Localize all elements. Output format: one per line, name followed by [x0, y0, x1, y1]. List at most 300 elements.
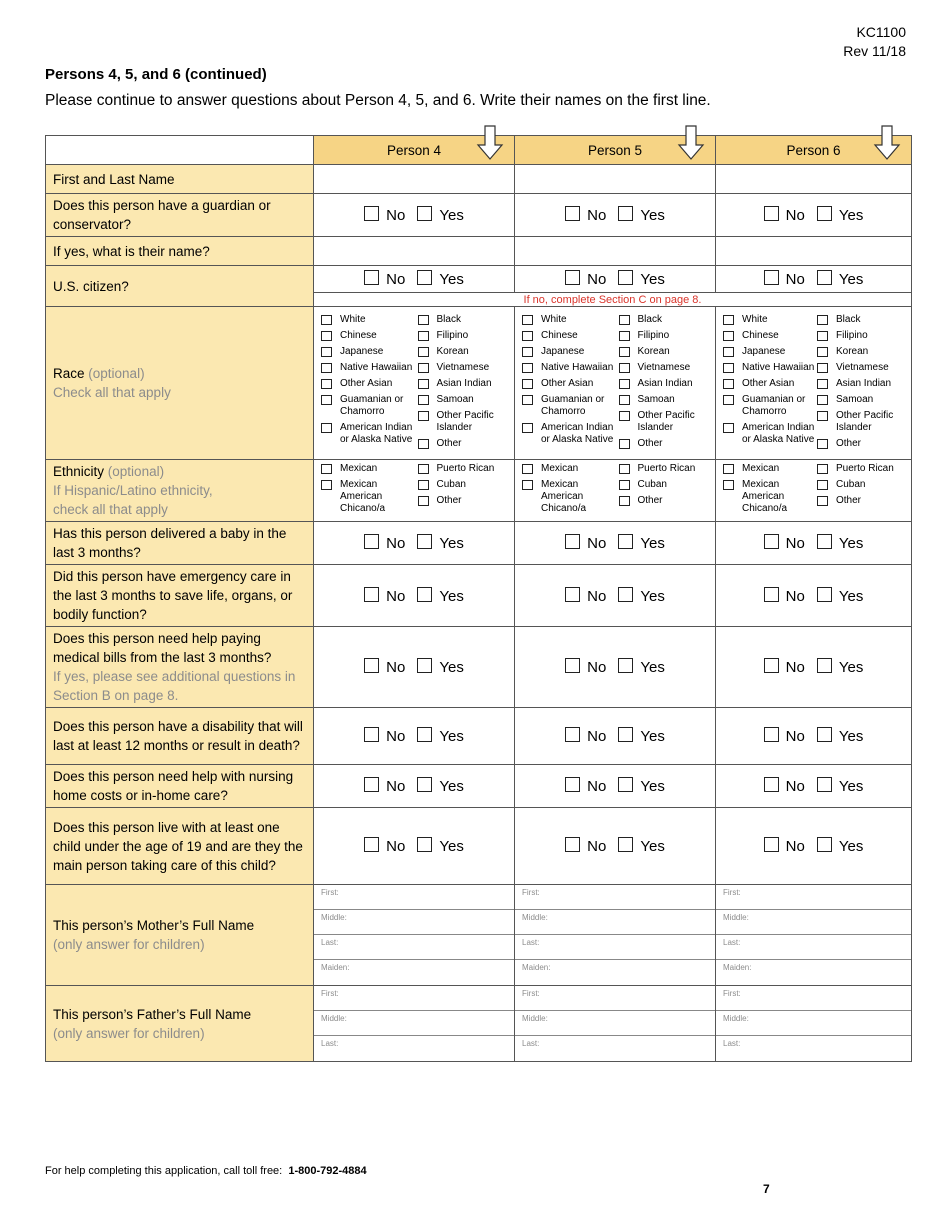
name-input-6[interactable]	[716, 165, 912, 194]
option-checkbox[interactable]	[418, 464, 429, 474]
race-option	[418, 410, 515, 434]
no-checkbox[interactable]	[565, 587, 580, 602]
option-checkbox[interactable]	[321, 315, 332, 325]
option-label: Samoan	[436, 393, 474, 405]
no-checkbox[interactable]	[764, 587, 779, 602]
option-label: Filipino	[436, 329, 469, 341]
section-title: Persons 4, 5, and 6 (continued)	[45, 66, 267, 83]
yes-checkbox[interactable]	[417, 837, 432, 852]
yes-checkbox[interactable]	[417, 270, 432, 285]
yes-checkbox[interactable]	[817, 837, 832, 852]
yes-label: Yes	[838, 778, 864, 795]
option-checkbox[interactable]	[723, 363, 734, 373]
mother-row	[46, 885, 912, 986]
person-label: Person 5	[587, 142, 643, 158]
yes-label: Yes	[439, 207, 464, 224]
no-label: No	[785, 659, 805, 676]
person-label: Person 6	[786, 142, 841, 158]
race-option	[619, 394, 716, 406]
no-checkbox[interactable]	[764, 777, 779, 792]
emergency-row	[46, 565, 912, 627]
field-caption: First:	[321, 888, 339, 897]
option-checkbox[interactable]	[817, 439, 828, 449]
yes-checkbox[interactable]	[417, 206, 432, 221]
no-checkbox[interactable]	[565, 270, 580, 285]
mother-name-fields-person-6	[716, 885, 912, 986]
child-answer-person-5	[515, 808, 716, 885]
option-label: Cuban	[836, 479, 866, 490]
no-checkbox[interactable]	[764, 727, 779, 742]
ethnicity-row	[46, 460, 912, 522]
yes-label: Yes	[838, 728, 864, 745]
father-hint: (only answer for children)	[53, 1025, 205, 1041]
option-checkbox[interactable]	[723, 423, 734, 433]
option-label: Mexican	[742, 463, 780, 474]
yes-label: Yes	[838, 271, 864, 288]
ethnicity-option	[817, 495, 911, 507]
footer-help-text: For help completing this application, call toll free:	[45, 1165, 283, 1177]
mother-name-field[interactable]	[314, 885, 514, 910]
no-checkbox[interactable]	[364, 206, 379, 221]
mother-name-fields-person-4	[314, 885, 515, 986]
baby-label: Has this person delivered a baby in the last 3 months?	[46, 522, 314, 565]
option-label: Mexican	[340, 463, 378, 474]
no-checkbox[interactable]	[364, 587, 379, 602]
option-checkbox[interactable]	[817, 363, 828, 373]
yes-checkbox[interactable]	[618, 206, 633, 221]
option-checkbox[interactable]	[619, 411, 630, 421]
yes-label: Yes	[640, 207, 665, 224]
mother-name-field[interactable]	[716, 910, 911, 935]
option-label: Other Asian	[742, 377, 795, 389]
guardian-name-input-6[interactable]	[716, 237, 912, 266]
race-option	[321, 330, 418, 342]
option-checkbox[interactable]	[723, 315, 734, 325]
option-checkbox[interactable]	[418, 395, 429, 405]
race-options-person-6	[716, 307, 912, 460]
option-checkbox[interactable]	[522, 395, 533, 405]
down-arrow-icon	[677, 125, 705, 161]
yes-checkbox[interactable]	[417, 658, 432, 673]
yes-label: Yes	[640, 659, 665, 676]
option-checkbox[interactable]	[522, 331, 533, 341]
option-checkbox[interactable]	[723, 347, 734, 357]
option-checkbox[interactable]	[418, 331, 429, 341]
option-checkbox[interactable]	[723, 395, 734, 405]
option-label: Samoan	[637, 393, 675, 405]
no-checkbox[interactable]	[364, 658, 379, 673]
no-label: No	[785, 587, 805, 605]
race-option	[723, 394, 817, 418]
option-label: Mexican American Chicano/a	[541, 479, 587, 514]
no-checkbox[interactable]	[364, 777, 379, 792]
disability-label: Does this person have a disability that will last at least 12 months or result in death?	[46, 708, 314, 765]
father-row	[46, 986, 912, 1062]
no-checkbox[interactable]	[565, 658, 580, 673]
yes-checkbox[interactable]	[417, 587, 432, 602]
option-label: Chinese	[541, 329, 578, 341]
ethnicity-option	[619, 479, 716, 491]
option-label: Other	[436, 495, 462, 506]
option-checkbox[interactable]	[321, 464, 332, 474]
no-label: No	[587, 659, 607, 676]
option-checkbox[interactable]	[619, 464, 630, 474]
guardian-name-label: If yes, what is their name?	[46, 237, 314, 266]
person-header-4	[314, 136, 515, 165]
no-label: No	[386, 271, 406, 288]
race-options-person-5	[515, 307, 716, 460]
option-checkbox[interactable]	[522, 347, 533, 357]
mother-name-field[interactable]	[716, 885, 911, 910]
no-checkbox[interactable]	[764, 270, 779, 285]
yes-checkbox[interactable]	[618, 270, 633, 285]
yes-label: Yes	[838, 535, 864, 552]
nursing-answer-person-5	[515, 765, 716, 808]
option-label: Puerto Rican	[836, 463, 894, 474]
no-label: No	[386, 587, 406, 605]
father-name-field[interactable]	[314, 986, 514, 1011]
option-label: White	[340, 313, 366, 325]
no-label: No	[587, 207, 607, 224]
father-label: This person’s Father’s Full Name	[53, 1006, 252, 1022]
no-checkbox[interactable]	[565, 837, 580, 852]
no-checkbox[interactable]	[364, 837, 379, 852]
option-checkbox[interactable]	[723, 379, 734, 389]
option-checkbox[interactable]	[619, 439, 630, 449]
option-label: Native Hawaiian	[340, 361, 413, 373]
option-checkbox[interactable]	[522, 363, 533, 373]
mother-name-field[interactable]	[515, 885, 715, 910]
option-label: Other	[436, 437, 462, 449]
option-label: Guamanian or Chamorro	[742, 393, 806, 417]
name-input-5[interactable]	[515, 165, 716, 194]
mother-name-field[interactable]	[515, 910, 715, 935]
option-checkbox[interactable]	[522, 379, 533, 389]
race-option	[418, 330, 515, 342]
name-input-4[interactable]	[314, 165, 515, 194]
option-label: Black	[436, 313, 461, 325]
race-option	[321, 362, 418, 374]
mother-name-field[interactable]	[716, 960, 911, 985]
option-checkbox[interactable]	[321, 379, 332, 389]
disability-row	[46, 708, 912, 765]
nursing-answer-person-6	[716, 765, 912, 808]
baby-row	[46, 522, 912, 565]
yes-label: Yes	[640, 535, 665, 552]
header-blank-cell	[46, 136, 314, 165]
option-checkbox[interactable]	[321, 331, 332, 341]
field-caption: Maiden:	[321, 963, 350, 972]
option-checkbox[interactable]	[817, 496, 828, 506]
ethnicity-label: Ethnicity	[53, 464, 105, 479]
father-name-field[interactable]	[515, 986, 715, 1011]
ethnicity-option	[522, 479, 619, 515]
citizen-answer-person-5	[515, 266, 716, 293]
no-checkbox[interactable]	[764, 206, 779, 221]
yes-label: Yes	[640, 728, 665, 745]
yes-label: Yes	[838, 838, 864, 855]
nursing-answer-person-4	[314, 765, 515, 808]
emergency-label: Did this person have emergency care in the last 3 months to save life, organs, or bodily function?	[46, 565, 314, 627]
baby-answer-person-5	[515, 522, 716, 565]
father-name-field[interactable]	[716, 1011, 911, 1036]
ethnicity-option	[522, 463, 619, 475]
option-label: Chinese	[340, 329, 377, 341]
yes-label: Yes	[439, 728, 464, 745]
option-checkbox[interactable]	[619, 315, 630, 325]
guardian-answer-person-4	[314, 194, 515, 237]
no-label: No	[587, 778, 607, 795]
yes-checkbox[interactable]	[817, 206, 832, 221]
yes-checkbox[interactable]	[817, 777, 832, 792]
medical-label-cell	[46, 627, 314, 708]
guardian-answer-person-6	[716, 194, 912, 237]
child-row	[46, 808, 912, 885]
disability-answer-person-6	[716, 708, 912, 765]
child-answer-person-4	[314, 808, 515, 885]
option-label: White	[541, 313, 567, 325]
race-option	[418, 314, 515, 326]
no-label: No	[785, 271, 805, 288]
yes-label: Yes	[640, 271, 665, 288]
father-name-field[interactable]	[314, 1036, 514, 1061]
no-label: No	[386, 728, 406, 745]
option-checkbox[interactable]	[418, 480, 429, 490]
option-checkbox[interactable]	[418, 439, 429, 449]
ethnicity-option	[418, 495, 515, 507]
yes-checkbox[interactable]	[417, 727, 432, 742]
mother-name-field[interactable]	[515, 960, 715, 985]
race-option	[321, 346, 418, 358]
name-row	[46, 165, 912, 194]
option-checkbox[interactable]	[723, 480, 734, 490]
emergency-answer-person-6	[716, 565, 912, 627]
child-label: Does this person live with at least one child under the age of 19 and are they the main person taking care of this child?	[46, 808, 314, 885]
no-label: No	[587, 271, 607, 288]
yes-checkbox[interactable]	[817, 658, 832, 673]
option-checkbox[interactable]	[619, 347, 630, 357]
race-option	[321, 378, 418, 390]
field-caption: First:	[723, 888, 741, 897]
option-label: Other Asian	[541, 377, 594, 389]
option-checkbox[interactable]	[817, 347, 828, 357]
no-checkbox[interactable]	[565, 727, 580, 742]
race-option	[522, 394, 619, 418]
option-checkbox[interactable]	[817, 395, 828, 405]
option-checkbox[interactable]	[418, 315, 429, 325]
father-name-field[interactable]	[716, 986, 911, 1011]
race-option	[321, 422, 418, 446]
race-option	[418, 394, 515, 406]
no-checkbox[interactable]	[565, 534, 580, 549]
field-caption: Maiden:	[723, 963, 752, 972]
no-label: No	[386, 535, 406, 552]
mother-label-cell	[46, 885, 314, 986]
no-checkbox[interactable]	[565, 206, 580, 221]
yes-checkbox[interactable]	[618, 727, 633, 742]
race-option	[619, 438, 716, 450]
option-checkbox[interactable]	[321, 347, 332, 357]
option-checkbox[interactable]	[817, 464, 828, 474]
ethnicity-options-person-5	[515, 460, 716, 522]
citizen-answer-person-4	[314, 266, 515, 293]
no-checkbox[interactable]	[764, 534, 779, 549]
nursing-row	[46, 765, 912, 808]
race-option	[817, 438, 911, 450]
option-checkbox[interactable]	[418, 379, 429, 389]
yes-checkbox[interactable]	[417, 777, 432, 792]
no-label: No	[785, 838, 805, 855]
field-caption: Middle:	[723, 913, 749, 922]
mother-name-field[interactable]	[515, 935, 715, 960]
yes-checkbox[interactable]	[417, 534, 432, 549]
baby-answer-person-4	[314, 522, 515, 565]
option-checkbox[interactable]	[817, 379, 828, 389]
field-caption: First:	[522, 989, 540, 998]
race-option	[522, 314, 619, 326]
option-checkbox[interactable]	[619, 395, 630, 405]
no-checkbox[interactable]	[364, 534, 379, 549]
race-label-cell	[46, 307, 314, 460]
option-checkbox[interactable]	[418, 347, 429, 357]
option-checkbox[interactable]	[619, 496, 630, 506]
yes-checkbox[interactable]	[817, 587, 832, 602]
race-option	[817, 330, 911, 342]
race-option	[321, 394, 418, 418]
ethnicity-option	[321, 479, 418, 515]
option-label: Vietnamese	[637, 361, 691, 373]
yes-label: Yes	[439, 838, 464, 855]
yes-checkbox[interactable]	[618, 777, 633, 792]
option-label: Korean	[836, 345, 869, 357]
no-checkbox[interactable]	[764, 837, 779, 852]
option-checkbox[interactable]	[817, 411, 828, 421]
mother-name-field[interactable]	[314, 935, 514, 960]
race-option	[723, 330, 817, 342]
yes-checkbox[interactable]	[618, 658, 633, 673]
mother-name-field[interactable]	[716, 935, 911, 960]
mother-hint: (only answer for children)	[53, 937, 205, 952]
race-option	[723, 422, 817, 446]
option-checkbox[interactable]	[817, 331, 828, 341]
option-checkbox[interactable]	[522, 480, 533, 490]
yes-checkbox[interactable]	[618, 587, 633, 602]
option-checkbox[interactable]	[619, 363, 630, 373]
yes-label: Yes	[640, 838, 665, 855]
field-caption: Last:	[723, 1039, 741, 1048]
option-label: Other Pacific Islander	[836, 409, 894, 433]
option-label: Puerto Rican	[637, 463, 696, 474]
yes-checkbox[interactable]	[817, 270, 832, 285]
citizen-note: If no, complete Section C on page 8.	[314, 293, 912, 307]
yes-checkbox[interactable]	[817, 727, 832, 742]
race-option	[522, 378, 619, 390]
option-label: Black	[836, 313, 861, 325]
father-name-field[interactable]	[515, 1011, 715, 1036]
father-name-field[interactable]	[716, 1036, 911, 1061]
option-checkbox[interactable]	[619, 480, 630, 490]
option-checkbox[interactable]	[418, 496, 429, 506]
option-label: White	[742, 313, 768, 325]
disability-answer-person-4	[314, 708, 515, 765]
option-label: Mexican American Chicano/a	[340, 479, 386, 514]
father-name-fields-person-6	[716, 986, 912, 1062]
father-name-field[interactable]	[515, 1036, 715, 1061]
down-arrow-icon	[873, 125, 901, 161]
no-checkbox[interactable]	[764, 658, 779, 673]
no-label: No	[386, 838, 406, 855]
medical-answer-person-5	[515, 627, 716, 708]
option-label: Vietnamese	[836, 361, 889, 373]
citizen-row	[46, 266, 912, 293]
option-checkbox[interactable]	[321, 480, 332, 490]
field-caption: Maiden:	[522, 963, 551, 972]
no-label: No	[386, 659, 406, 676]
person-label: Person 4	[386, 142, 442, 158]
yes-label: Yes	[838, 587, 864, 605]
guardian-name-input-5[interactable]	[515, 237, 716, 266]
option-checkbox[interactable]	[321, 423, 332, 433]
race-option	[723, 362, 817, 374]
option-checkbox[interactable]	[723, 331, 734, 341]
no-label: No	[785, 207, 805, 224]
option-checkbox[interactable]	[522, 423, 533, 433]
race-option	[817, 362, 911, 374]
medical-row	[46, 627, 912, 708]
guardian-name-input-4[interactable]	[314, 237, 515, 266]
name-label: First and Last Name	[46, 165, 314, 194]
yes-label: Yes	[838, 207, 864, 224]
option-checkbox[interactable]	[418, 411, 429, 421]
option-checkbox[interactable]	[619, 379, 630, 389]
mother-name-field[interactable]	[314, 960, 514, 985]
option-label: Other Asian	[340, 377, 393, 389]
option-label: Filipino	[637, 329, 670, 341]
race-option	[817, 378, 911, 390]
option-checkbox[interactable]	[817, 480, 828, 490]
option-label: American Indian or Alaska Native	[541, 421, 614, 445]
form-id-block	[843, 23, 906, 61]
no-checkbox[interactable]	[364, 727, 379, 742]
field-caption: First:	[522, 888, 540, 897]
option-checkbox[interactable]	[817, 315, 828, 325]
footer-help	[45, 1165, 367, 1177]
yes-checkbox[interactable]	[618, 837, 633, 852]
option-checkbox[interactable]	[619, 331, 630, 341]
option-checkbox[interactable]	[321, 395, 332, 405]
option-checkbox[interactable]	[418, 363, 429, 373]
option-label: Asian Indian	[436, 377, 492, 389]
option-checkbox[interactable]	[522, 315, 533, 325]
option-checkbox[interactable]	[723, 464, 734, 474]
ethnicity-hint-2: check all that apply	[53, 502, 168, 517]
father-name-fields-person-4	[314, 986, 515, 1062]
race-option	[723, 378, 817, 390]
race-option	[619, 346, 716, 358]
option-checkbox[interactable]	[321, 363, 332, 373]
option-checkbox[interactable]	[522, 464, 533, 474]
no-checkbox[interactable]	[565, 777, 580, 792]
mother-name-field[interactable]	[314, 910, 514, 935]
yes-checkbox[interactable]	[817, 534, 832, 549]
father-name-field[interactable]	[314, 1011, 514, 1036]
yes-checkbox[interactable]	[618, 534, 633, 549]
no-label: No	[587, 587, 607, 605]
yes-label: Yes	[439, 587, 464, 605]
no-checkbox[interactable]	[364, 270, 379, 285]
option-label: Korean	[436, 345, 469, 357]
race-option	[522, 362, 619, 374]
